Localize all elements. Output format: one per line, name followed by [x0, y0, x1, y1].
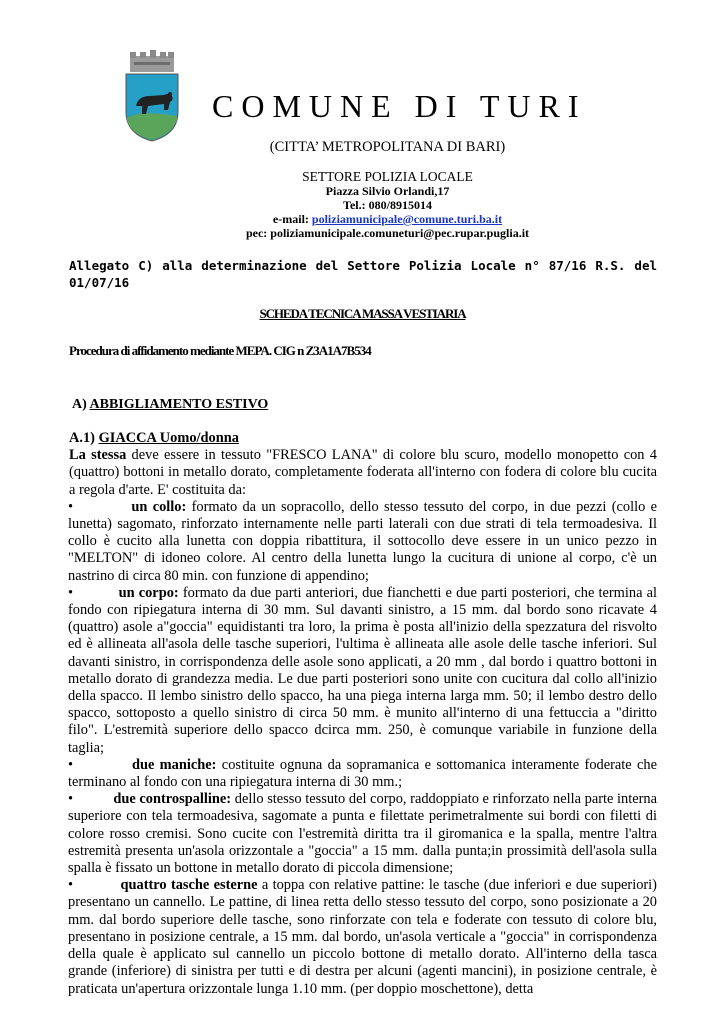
- list-item-text: formato da due parti anteriori, due fianchetti e due parti posteriori, che termina al fondo con ripiegatura interna di 30 mm. Sul davanti sinistro, a 15 mm. dal bordo sono ricavate 4 (quattro) asole a"goccia" equidistanti tra loro, la prima è posta all'inizio della spezzatura del risvolto ed è allineata all'asola delle tasche superiori, l'ultima è allineata alle asole delle tasche inferiori. Sul davanti sinistro, in corrispondenza delle asole sono applicati, a 20 mm , dal bordo i quattro bottoni in metallo dorato di grandezza media. Le due parti posteriori sono unite con cucitura dal collo all'inizio della spacco. Il lembo sinistro dello spacco, ha una piega interna larga mm. 50; il lembo destro dello spacco, sottoposto a quello sinistro di circa 50 mm. è munito all'interno di una fettuccia a "diritto filo". L'estremità superiore dello spacco dcirca mm. 250, è comunque variabile in funzione della taglia;: [68, 584, 657, 756]
- document-body: [69, 430, 657, 998]
- page-title: COMUNE DI TURI: [212, 88, 587, 124]
- list-item: • due controspalline: dello stesso tessuto del corpo, raddoppiato e rinforzato nella parte interna superiore con tela termoadesiva, sagomate a punta e filettate perimetralmente sui bordi con filetti di colore rosso cremisi. Sono cucite con l'estremità diritta tra il giromanica e la spalla, mentre l'altra estremità presenta un'asola orizzontale a "goccia" a 15 mm. dalla punta;in prossimità dell'asola sulla spalla è fissato un bottone in metallo dorato di piccola dimensione;: [68, 791, 658, 877]
- pec-line: pec: poliziamunicipale.comuneturi@pec.rupar.puglia.it: [245, 226, 530, 240]
- telephone: Tel.: 080/8915014: [343, 198, 432, 212]
- email-label: e-mail:: [272, 212, 312, 226]
- procedure-line: Procedura di affidamento mediante MEPA. CIG n Z3A1A7B534: [69, 343, 371, 358]
- list-item: • due maniche: costituite ognuna da sopramanica e sottomanica interamente foderate che terminano al fondo con una ripiegatura interna di 30 mm.;: [68, 756, 658, 791]
- intro-paragraph: [69, 447, 657, 499]
- scheda-title: SCHEDA TECNICA MASSA VESTIARIA: [259, 306, 466, 321]
- list-item-text: costituite ognuna da sopramanica e sottomanica interamente foderate che terminano al fondo con una ripiegatura interna di 30 mm.;: [68, 756, 658, 791]
- email-link[interactable]: poliziamunicipale@comune.turi.ba.it: [311, 212, 503, 226]
- list-item-label: un corpo:: [118, 584, 179, 601]
- list-item-label: due maniche:: [131, 756, 217, 773]
- item-title: GIACCA Uomo/donna: [98, 430, 239, 446]
- item-heading: [69, 430, 657, 447]
- allegato-reference: Allegato C) alla determinazione del Settore Polizia Locale n° 87/16 R.S. del 01/07/16: [69, 258, 657, 290]
- section-title: ABBIGLIAMENTO ESTIVO: [89, 397, 269, 412]
- list-item-text: a toppa con relative pattine: le tasche (due inferiori e due superiori) presentano un cannello. Le pattine, di linea retta dello stesso tessuto del corpo, sono posizionate a 20 mm. dal bordo superiore delle tasche, sono rinforzate con tela e foderate con tessuto di colore blu, presentano in posizione centrale, a 15 mm. dal bordo, un'asola verticale a "goccia" in corrispondenza della quale è applicato sul cannello un piccolo bottone di metallo dorato. All'interno della tasca grande (inferiore) di sinistra per tutti e di destra per alcuni (agenti mancini), in posizione centrale, è praticata un'apertura orizzontale lunga 1.10 mm. (per doppio moschettone), detta: [68, 877, 657, 997]
- department-name: SETTORE POLIZIA LOCALE: [302, 169, 473, 184]
- list-item: • quattro tasche esterne a toppa con relative pattine: le tasche (due inferiori e due superiori) presentano un cannello. Le pattine, di linea retta dello stesso tessuto del corpo, sono posizionate a 20 mm. dal bordo superiore delle tasche, sono rinforzate con tela e foderate con tessuto di colore blu, presentano in posizione centrale, a 15 mm. dal bordo, un'asola verticale a "goccia" in corrispondenza della quale è applicato sul cannello un piccolo bottone di metallo dorato. All'interno della tasca grande (inferiore) di sinistra per tutti e di destra per alcuni (agenti mancini), in posizione centrale, è praticata un'apertura orizzontale lunga 1.10 mm. (per doppio moschettone), detta: [68, 877, 657, 997]
- section-prefix: A): [72, 397, 90, 412]
- list-item-text: dello stesso tessuto del corpo, raddoppiato e rinforzato nella parte interna superiore con tela termoadesiva, sagomate a punta e filettate perimetralmente sui bordi con filetti di colore rosso cremisi. Sono cucite con l'estremità diritta tra il giromanica e la spalla, mentre l'altra estremità presenta un'asola orizzontale a "goccia" a 15 mm. dalla punta;in prossimità dell'asola sulla spalla è fissato un bottone in metallo dorato di piccola dimensione;: [68, 791, 658, 877]
- intro-lead: La stessa: [69, 447, 127, 464]
- intro-text: deve essere in tessuto "FRESCO LANA" di colore blu scuro, modello monopetto con 4 (quattro) bottoni in metallo dorato, completamente foderata all'interno con fodera di colore blu cucita a regola d'arte. E' costituita da:: [69, 447, 657, 498]
- address: Piazza Silvio Orlandi,17: [325, 184, 450, 198]
- coat-of-arms-logo: [120, 50, 184, 142]
- list-item-label: quattro tasche esterne: [120, 877, 258, 894]
- list-item-label: un collo:: [131, 498, 187, 515]
- subtitle: (CITTA’ METROPOLITANA DI BARI): [269, 139, 506, 155]
- section-heading: [72, 397, 268, 413]
- item-prefix: A.1): [69, 430, 99, 446]
- list-item-label: due controspalline:: [113, 791, 232, 808]
- email-line: [0, 212, 725, 227]
- list-item: • un collo: formato da un sopracollo, dello stesso tessuto del corpo, in due pezzi (collo e lunetta) sagomato, rinforzato internamente nelle parti laterali con due strati di tela termoadesiva. Il collo è cucito alla lunetta con doppia ribattitura, il sottocollo deve essere in un unico pezzo in "MELTON" di idoneo colore. Al centro della lunetta lungo la cucitura di unione al corpo, c'è un nastrino di circa 80 min. con funzione di appendino;: [68, 498, 657, 584]
- list-item: • un corpo: formato da due parti anteriori, due fianchetti e due parti posteriori, che termina al fondo con ripiegatura interna di 30 mm. Sul davanti sinistro, a 15 mm. dal bordo sono ricavate 4 (quattro) asole a"goccia" equidistanti tra loro, la prima è posta all'inizio della spezzatura del risvolto ed è allineata all'asola delle tasche superiori, l'ultima è allineata alle asole delle tasche inferiori. Sul davanti sinistro, in corrispondenza delle asole sono applicati, a 20 mm , dal bordo i quattro bottoni in metallo dorato di grandezza media. Le due parti posteriori sono unite con cucitura dal collo all'inizio della spacco. Il lembo sinistro dello spacco, ha una piega interna larga mm. 50; il lembo destro dello spacco, sottoposto a quello sinistro di circa 50 mm. è munito all'interno di una fettuccia a "diritto filo". L'estremità superiore dello spacco dcirca mm. 250, è comunque variabile in funzione della taglia;: [68, 584, 657, 756]
- list-item-text: formato da un sopracollo, dello stesso tessuto del corpo, in due pezzi (collo e lunetta) sagomato, rinforzato internamente nelle parti laterali con due strati di tela termoadesiva. Il collo è cucito alla lunetta con doppia ribattitura, il sottocollo deve essere in un unico pezzo in "MELTON" di idoneo colore. Al centro della lunetta lungo la cucitura di unione al corpo, c'è un nastrino di circa 80 min. con funzione di appendino;: [68, 498, 657, 584]
